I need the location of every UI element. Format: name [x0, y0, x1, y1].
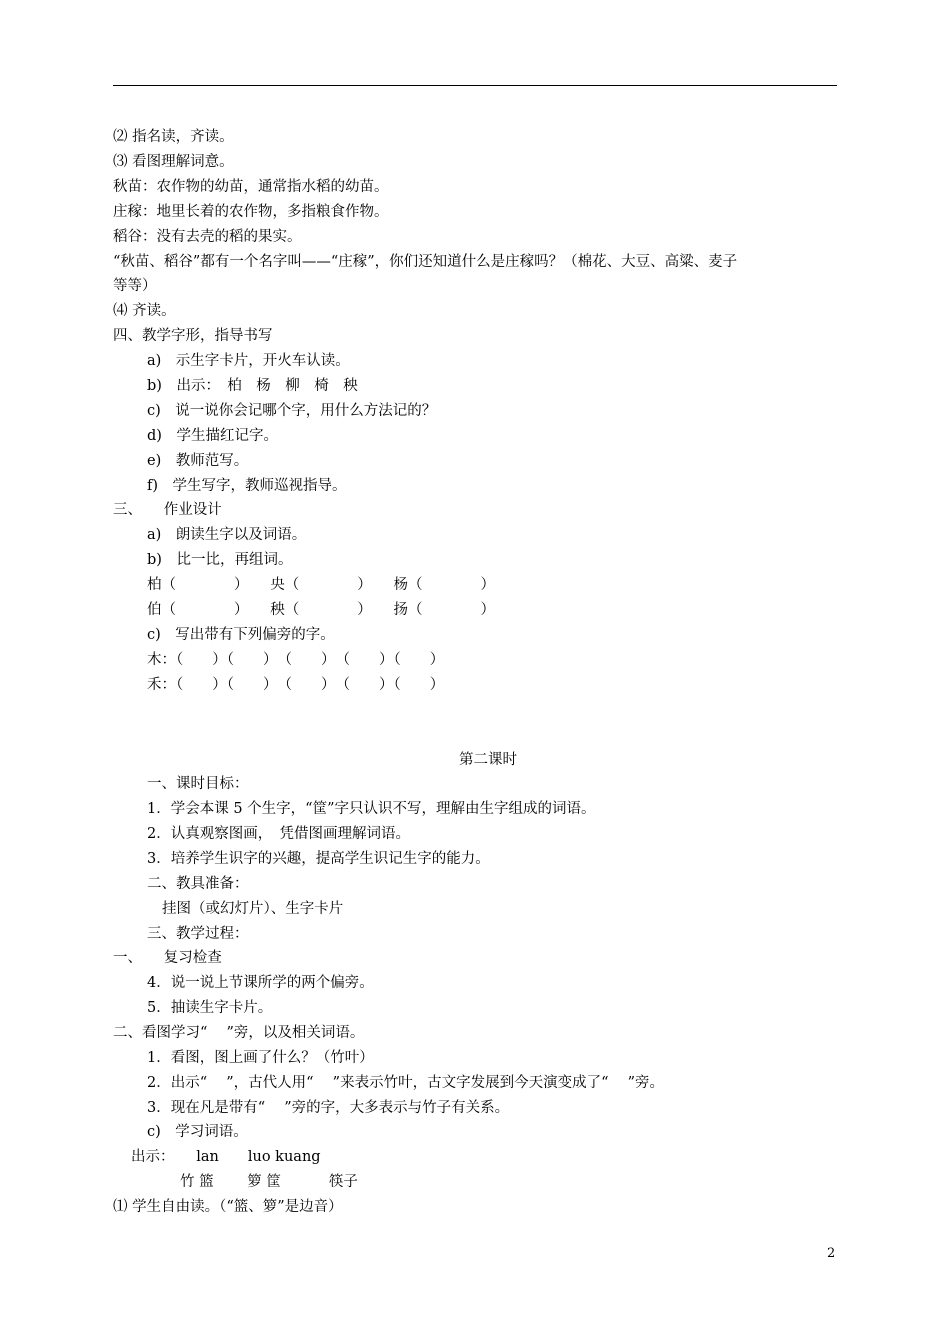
text-line: ⑵ 指名读，齐读。	[113, 129, 234, 145]
list-item: d) 学生描红记字。	[147, 428, 278, 444]
section-heading: 三、 作业设计	[113, 502, 222, 518]
section-heading: 三、教学过程：	[147, 926, 249, 942]
exercise-line: 木：（ ）（ ） （ ） （ ）（ ）	[147, 652, 445, 668]
header-rule	[113, 85, 837, 86]
text-line: 挂图（或幻灯片）、生字卡片	[162, 901, 344, 917]
section-heading: 一、 复习检查	[113, 950, 222, 966]
list-item: e) 教师范写。	[147, 453, 249, 469]
list-item: 2．认真观察图画， 凭借图画理解词语。	[147, 826, 410, 842]
pinyin-line: 出示： lan luo kuang	[131, 1149, 321, 1165]
list-item: 4．说一说上节课所学的两个偏旁。	[147, 975, 374, 991]
page-number: 2	[827, 1246, 836, 1261]
text-line: ⑴ 学生自由读。（“篮、箩”是边音）	[113, 1199, 343, 1215]
exercise-line: 禾：（ ）（ ） （ ） （ ）（ ）	[147, 677, 445, 693]
exercise-line: 柏（ ） 央（ ） 杨（ ）	[147, 577, 495, 593]
section-heading: 四、教学字形，指导书写	[113, 328, 273, 344]
list-item: c) 写出带有下列偏旁的字。	[147, 627, 335, 643]
list-item: 5．抽读生字卡片。	[147, 1000, 273, 1016]
list-item: b) 比一比，再组词。	[147, 552, 293, 568]
list-item: c) 说一说你会记哪个字，用什么方法记的？	[147, 403, 437, 419]
list-item: a) 示生字卡片，开火车认读。	[147, 353, 350, 369]
exercise-line: 伯（ ） 秧（ ） 扬（ ）	[147, 602, 495, 618]
list-item: 1．看图，图上画了什么？（竹叶）	[147, 1050, 374, 1066]
text-line: 等等）	[113, 278, 157, 294]
list-item: b) 出示： 柏 杨 柳 椅 秧	[147, 378, 358, 394]
section-heading: 二、看图学习“ ”旁，以及相关词语。	[113, 1025, 365, 1041]
list-item: 3．现在凡是带有“ ”旁的字，大多表示与竹子有关系。	[147, 1100, 510, 1116]
words-line: 竹 篮 箩 筐 筷子	[180, 1174, 358, 1190]
text-line: 稻谷：没有去壳的稻的果实。	[113, 229, 302, 245]
text-line: ⑶ 看图理解词意。	[113, 154, 234, 170]
list-item: c) 学习词语。	[147, 1124, 248, 1140]
list-item: a) 朗读生字以及词语。	[147, 527, 307, 543]
section-heading: 二、教具准备：	[147, 876, 249, 892]
list-item: 3．培养学生识字的兴趣，提高学生识记生字的能力。	[147, 851, 490, 867]
lesson-title: 第二课时	[459, 752, 517, 768]
text-line: 庄稼：地里长着的农作物，多指粮食作物。	[113, 204, 389, 220]
list-item: 2．出示“ ”，古代人用“ ”来表示竹叶，古文字发展到今天演变成了“ ”旁。	[147, 1075, 665, 1091]
list-item: 1．学会本课 5 个生字，“筐”字只认识不写，理解由生字组成的词语。	[147, 801, 596, 817]
text-line: 秋苗：农作物的幼苗，通常指水稻的幼苗。	[113, 179, 389, 195]
section-heading: 一、课时目标：	[147, 776, 249, 792]
text-line: ⑷ 齐读。	[113, 303, 176, 319]
text-line: “秋苗、稻谷”都有一个名字叫——“庄稼”，你们还知道什么是庄稼吗？（棉花、大豆、高粱、麦子	[113, 254, 738, 270]
list-item: f) 学生写字，教师巡视指导。	[147, 478, 347, 494]
